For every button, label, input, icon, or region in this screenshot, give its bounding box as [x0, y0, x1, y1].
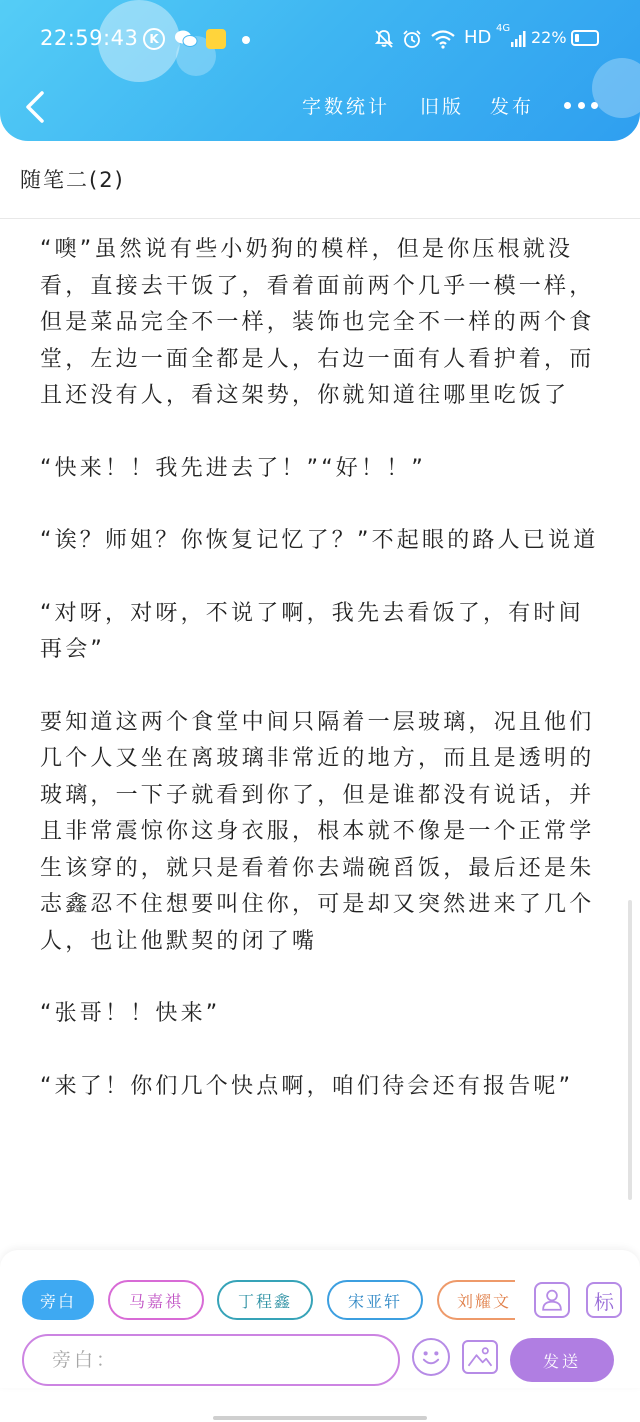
battery-percent: 22%: [531, 28, 567, 47]
more-menu-icon[interactable]: [564, 98, 598, 112]
home-indicator: [213, 1416, 427, 1420]
image-icon[interactable]: [462, 1340, 498, 1374]
send-button[interactable]: 发送: [510, 1338, 614, 1382]
status-bar: [0, 22, 640, 58]
role-chip[interactable]: 宋亚轩: [327, 1280, 423, 1320]
role-chip-narrator[interactable]: 旁白: [22, 1280, 94, 1320]
mute-bell-icon: [374, 28, 394, 50]
document-content[interactable]: [40, 232, 600, 1141]
publish-button[interactable]: 发布: [490, 96, 535, 118]
battery-level: [575, 34, 579, 42]
top-header: [0, 0, 640, 141]
paragraph: “快来！！我先进去了！”“好！！”: [40, 455, 426, 481]
message-input-box[interactable]: [22, 1334, 400, 1386]
more-notifications-icon: [242, 36, 250, 44]
status-time: 22:59:43: [40, 26, 139, 50]
message-input[interactable]: [24, 1336, 398, 1384]
paragraph: “噢”虽然说有些小奶狗的模样，但是你压根就没看，直接去干饭了，看着面前两个几乎一模一样，但是菜品完全不一样，装饰也完全不一样的两个食堂，左边一面全都是人，右边一面有人看护着，而且还没有人，看这架势，你就知道往哪里吃饭了: [40, 237, 595, 408]
k-app-icon: K: [143, 28, 165, 50]
role-chip[interactable]: 丁程鑫: [217, 1280, 313, 1320]
back-arrow-icon[interactable]: [22, 90, 48, 124]
mark-icon[interactable]: 标: [586, 1282, 622, 1318]
role-chip[interactable]: 刘耀文: [437, 1280, 515, 1320]
notification-app-icon: [206, 29, 226, 49]
battery-icon: [571, 30, 599, 46]
signal-icon: [510, 30, 526, 52]
alarm-icon: [402, 28, 422, 50]
role-chip[interactable]: 马嘉祺: [108, 1280, 204, 1320]
paragraph: “张哥！！快来”: [40, 1001, 221, 1026]
word-count-button[interactable]: 字数统计: [302, 96, 391, 118]
paragraph: “对呀，对呀，不说了啊，我先去看饭了，有时间再会”: [40, 600, 584, 662]
composer-panel: [0, 1250, 640, 1388]
paragraph: “来了！你们几个快点啊，咱们待会还有报告呢”: [40, 1073, 574, 1099]
decor-bubble: [592, 58, 640, 118]
divider: [0, 218, 640, 219]
network-hd-label: HD: [464, 27, 492, 48]
paragraph: 要知道这两个食堂中间只隔着一层玻璃，况且他们几个人又坐在离玻璃非常近的地方，而且是透明的玻璃，一下子就看到你了，但是谁都没有说话，并且非常震惊你这身衣服，根本就不像是一个正常学生该穿的，就只是看着你去端碗舀饭，最后还是朱志鑫忍不住想要叫住你，可是却又突然进来了几个人，也让他默契的闭了嘴: [40, 709, 595, 954]
paragraph: “诶？师姐？你恢复记忆了？”不起眼的路人已说道: [40, 528, 599, 553]
wifi-icon: [430, 28, 456, 50]
wechat-icon: [174, 28, 198, 50]
network-type-label: 4G: [496, 23, 511, 34]
scrollbar[interactable]: [628, 900, 632, 1200]
document-title[interactable]: 随笔二(2): [20, 168, 125, 192]
emoji-icon[interactable]: [412, 1338, 450, 1376]
old-version-button[interactable]: 旧版: [420, 96, 465, 118]
character-manage-icon[interactable]: [534, 1282, 570, 1318]
